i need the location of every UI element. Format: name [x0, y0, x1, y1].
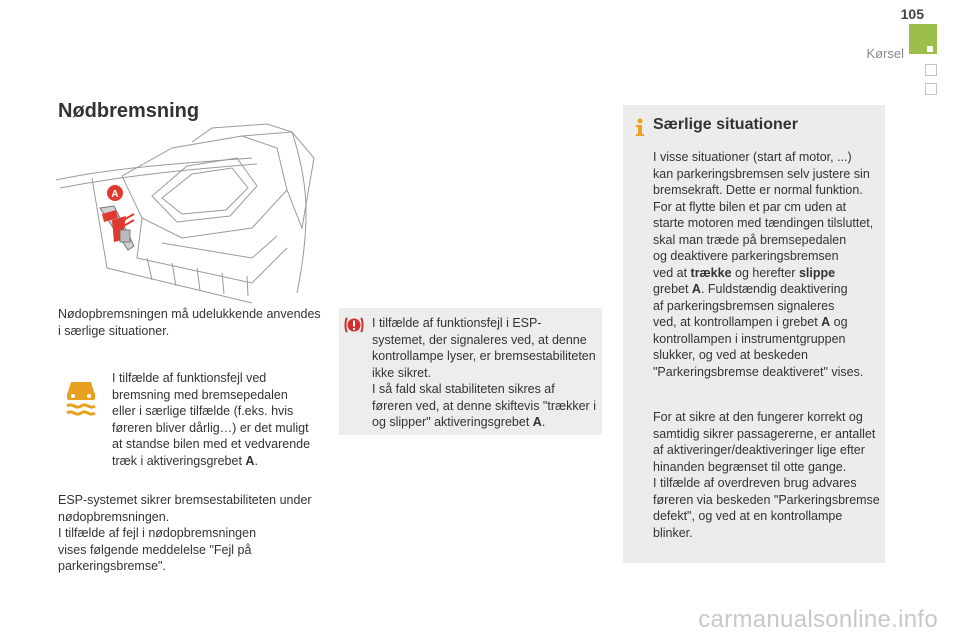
fault-note-text: I tilfælde af funktionsfejl ved bremsning med bremsepedalen eller i særlige tilfælde (f.eks. hvis føreren bliver dårlig…) er det muligt at standse bilen med et vedvarende træk i aktiveringsgrebet A.: [112, 371, 311, 468]
page-title: Nødbremsning: [58, 100, 200, 122]
parking-brake-illustration: [52, 118, 322, 308]
brake-fault-icon: [64, 378, 98, 416]
callout-label: A: [111, 189, 119, 200]
page-marker-square: [925, 64, 937, 76]
page-number: 105: [900, 6, 924, 22]
warning-text: I tilfælde af funktionsfejl i ESP- systemet, der signaleres ved, at denne kontrollampe lyser, er bremsestabiliteten ikke sikret. I så fald skal stabiliteten sikres af føreren ved, at denne skiftevis "trækker i og slipper" aktiveringsgrebet A.: [372, 316, 596, 429]
special-paragraph-2: For at sikre at den fungerer korrekt og samtidig sikrer passagererne, er antallet af aktiveringer/deaktiveringer lige efter hinanden begrænset til otte gange. I tilfælde af overdreven brug advares føreren via beskeden "Parkeringsbremse defekt", og ved at en kontrollampe blinker.: [653, 410, 880, 540]
esp-text: ESP-systemet sikrer bremsestabiliteten under nødopbremsningen. I tilfælde af fejl i nødopbremsningen vises følgende meddelelse "Fejl på parkeringsbremse".: [58, 493, 312, 573]
chapter-marker: [927, 46, 933, 52]
watermark: carmanualsonline.info: [698, 606, 938, 633]
section-title: Kørsel: [866, 46, 904, 61]
special-paragraph-1: I visse situationer (start af motor, ...) kan parkeringsbremsen selv justere sin bremsekraft. Dette er normal funktion. For at flytte bilen et par cm uden at starte motoren med tændingen tilsluttet, skal man træde på bremsepedalen og deaktivere parkeringsbremsen ved at trække og herefter slippe grebet A. Fuldstændig deaktivering af parkeringsbremsen signaleres ved, at kontrollampen i grebet A og kontrollampen i instrumentgruppen slukker, og ved at beskeden "Parkeringsbremse deaktiveret" vises.: [653, 150, 874, 379]
info-icon: [632, 117, 648, 137]
warning-icon: [344, 314, 364, 336]
page-marker-square: [925, 83, 937, 95]
special-heading: Særlige situationer: [653, 116, 798, 133]
intro-text: Nødopbremsningen må udelukkende anvendes i særlige situationer.: [58, 307, 321, 338]
